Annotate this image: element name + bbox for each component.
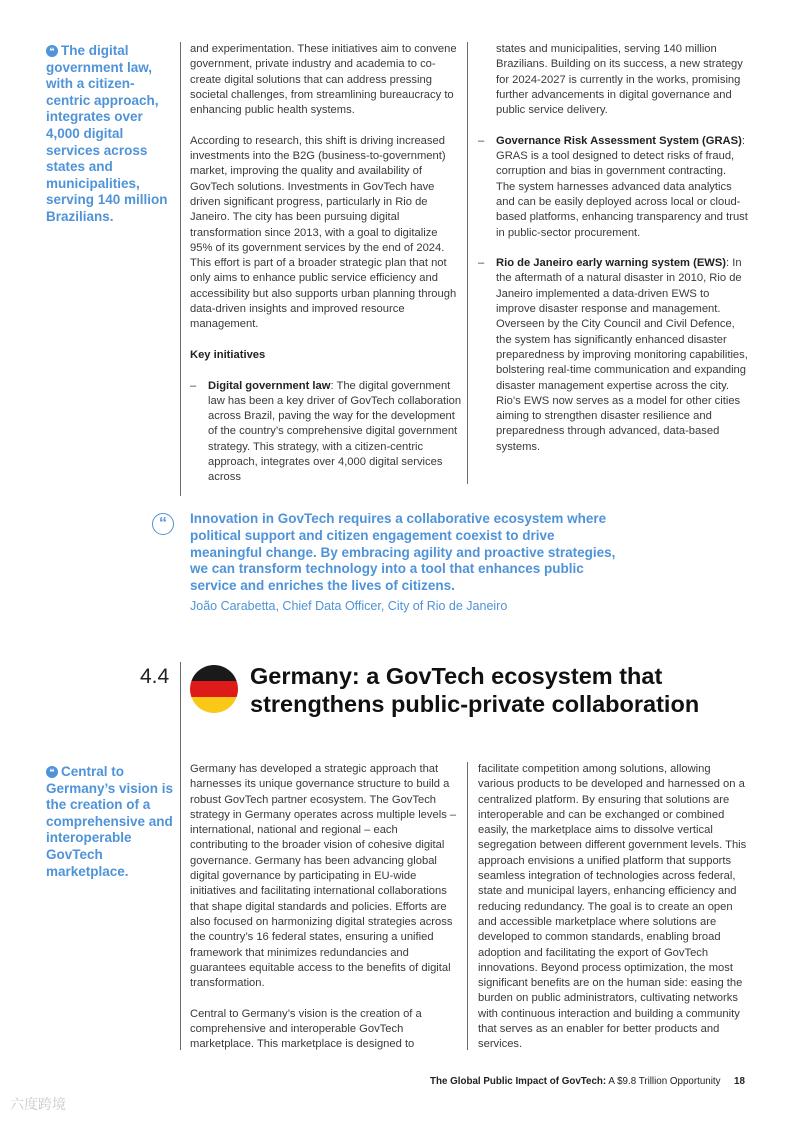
list-item: – Rio de Janeiro early warning system (EWS): In the aftermath of a natural disaster in 2010, Rio de Janeiro implemented a data-driven EWS to improve disaster response and management. Overseen by the City Council and Civil Defence, the system has significantly enhanced disaster preparedness by improving monitoring capabilities, bolstering real-time communication and expanding disaster management expertise across the city. Rio’s EWS now serves as a model for other cities aiming to strengthen disaster resilience and preparedness through advanced, data-based systems. bbox=[478, 257, 748, 453]
pull-quote: Innovation in GovTech requires a collaborative ecosystem where political support and citizen engagement coexist to drive meaningful change. By embracing agility and proactive strategies, we can transform technology into a tool that enhances public service and enriches the lives of citizens. bbox=[190, 511, 616, 594]
paragraph: facilitate competition among solutions, allowing various products to be developed and harnessed on a centralized platform. By ensuring that solutions are interoperable and can be exchanged or combined easily, the marketplace aims to dissolve vertical segregation between different government levels. This approach envisions a unified platform that supports seamless integration of technologies across federal, state and municipal layers, enhancing efficiency and reducing redundancy. The goal is to create an open and accessible marketplace where solutions are developed to common standards, enabling broad adoption and facilitating the export of GovTech innovations. Beyond process optimization, the most significant benefits are on the human side: easing the burden on public administrators, cultivating networks with continuous interaction and building a community that serves as an enabler for better products and services. bbox=[478, 763, 747, 1051]
watermark: 六度跨境 bbox=[10, 1096, 66, 1112]
column-divider bbox=[180, 662, 181, 1050]
page-number: 18 bbox=[734, 1076, 745, 1087]
text-column-1 bbox=[190, 762, 458, 1068]
flag-stripe bbox=[190, 697, 238, 713]
key-initiatives-heading: Key initiatives bbox=[190, 348, 266, 361]
paragraph: states and municipalities, serving 140 million Brazilians. Building on its success, a new strategy for 2024-2027 is currently in the works, promising further advancements in digital governance and public service delivery. bbox=[496, 43, 743, 117]
footer-title: The Global Public Impact of GovTech: A $9.8 Trillion Opportunity bbox=[430, 1076, 721, 1087]
paragraph: According to research, this shift is driving increased investments into the B2G (business-to-government) market, improving the quality and availability of GovTech solutions. Investments in GovTech have driven significant progress, particularly in Rio de Janeiro. The city has been pursuing digital transformation since 2013, with a goal to digitalize 95% of its government services by the end of 2024. This effort is part of a broader strategic plan that not only aims to enhance public service efficiency and accessibility but also supports urban planning through data-driven insights and improved resource management. bbox=[190, 134, 457, 331]
section-title: Germany: a GovTech ecosystem that strengthens public-private collaboration bbox=[250, 663, 700, 717]
paragraph: Germany has developed a strategic approach that harnesses its unique governance structure to build a robust GovTech partner ecosystem. The GovTech strategy in Germany operates across multiple levels – international, national and regional – each contributing to the broader vision of cohesive digital governance. Germany has been advancing global digital governance by participating in EU-wide initiatives and facilitating international collaborations that shape digital standards and policies. Efforts are also focused on harmonizing digital strategies across the country’s 16 federal states, ensuring a unified framework that minimizes redundancies and guarantees equitable access to the benefits of digital transformation. bbox=[190, 763, 457, 990]
list-item: – Governance Risk Assessment System (GRAS): GRAS is a tool designed to detect risks of fraud, corruption and bias in government contracting. The system harnesses advanced data analytics and can be easily deployed across local or cloud-based platforms, enhancing transparency and trust in public-sector procurement. bbox=[478, 134, 748, 239]
text-column-1 bbox=[190, 42, 462, 501]
quote-icon: ❝ bbox=[46, 45, 58, 57]
list-item: – Digital government law: The digital government law has been a key driver of GovTech collaboration across Brazil, paving the way for the development of the country’s comprehensive digital government strategy. This strategy, with a citizen-centric approach, integrates over 4,000 digital services across bbox=[190, 379, 462, 484]
side-pull-quote-brazil: ❝ The digital government law, with a citizen-centric approach, integrates over 4,000 digital services across states and municipalities, serving 140 million Brazilians. bbox=[46, 43, 168, 224]
text-column-2 bbox=[478, 42, 748, 470]
side-pull-quote-germany: ❝ Central to Germany’s vision is the creation of a comprehensive and interoperable GovTech marketplace. bbox=[46, 764, 174, 879]
column-divider bbox=[467, 762, 468, 1050]
quote-icon: ❝ bbox=[46, 766, 58, 778]
column-divider bbox=[467, 42, 468, 484]
paragraph: and experimentation. These initiatives aim to convene government, private industry and academia to co-create digital solutions that can address pressing societal challenges, from streamlining bureaucracy to enhancing public health systems. bbox=[190, 43, 457, 117]
flag-stripe bbox=[190, 665, 238, 681]
quote-attribution: João Carabetta, Chief Data Officer, City of Rio de Janeiro bbox=[190, 599, 508, 613]
column-divider bbox=[180, 42, 181, 496]
paragraph: Central to Germany’s vision is the creation of a comprehensive and interoperable GovTech marketplace. This marketplace is designed to bbox=[190, 1007, 422, 1051]
flag-stripe bbox=[190, 681, 238, 697]
germany-flag-icon bbox=[190, 665, 238, 713]
quote-icon: “ bbox=[152, 513, 174, 535]
section-number: 4.4 bbox=[140, 665, 170, 688]
text-column-2 bbox=[478, 762, 748, 1068]
